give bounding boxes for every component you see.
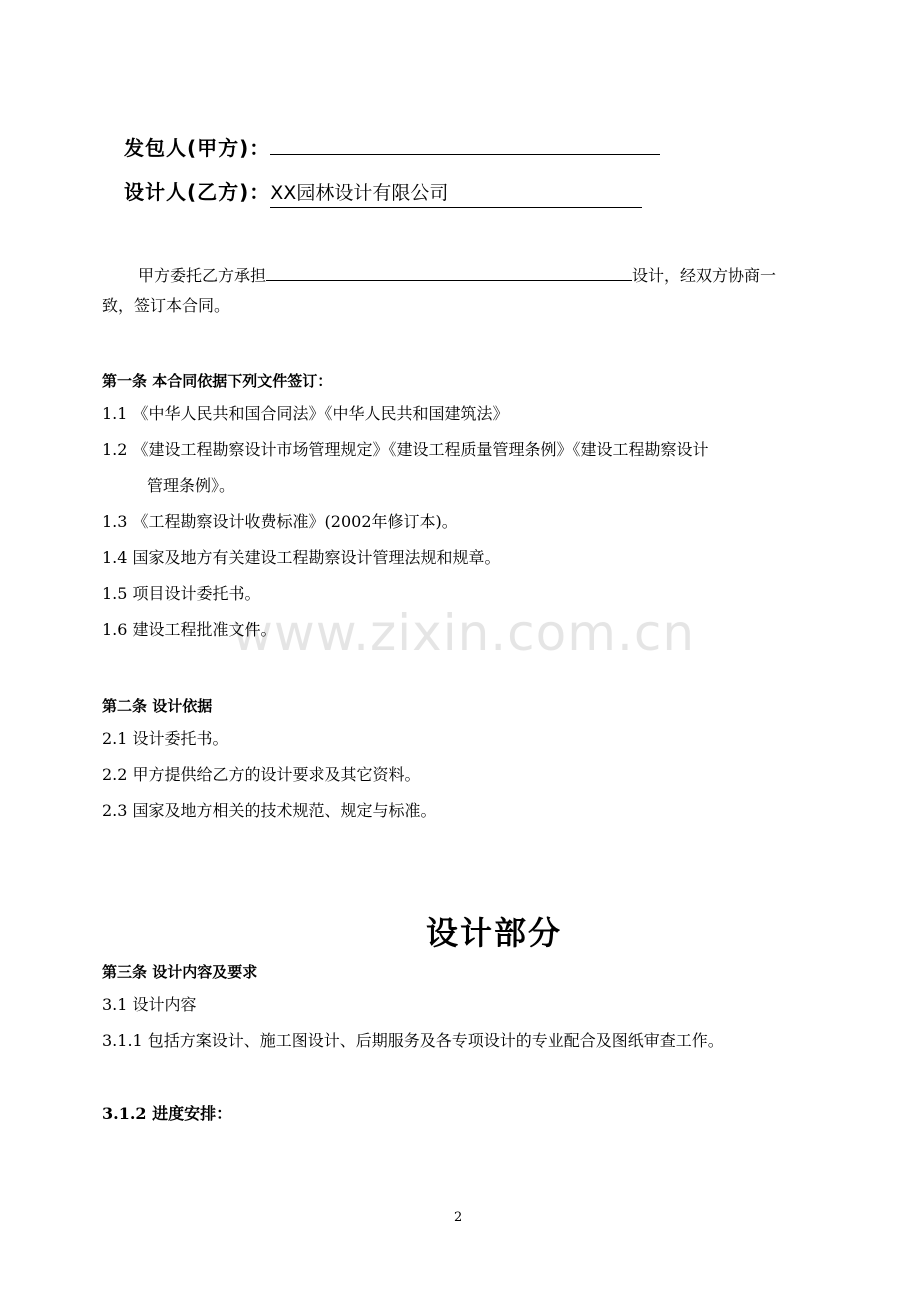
client-label: 发包人(甲方)： — [124, 136, 271, 160]
project-blank — [266, 262, 632, 281]
article2-heading: 第二条 设计依据 — [102, 697, 213, 715]
article1-item-1-6: 1.6 建设工程批准文件。 — [102, 620, 277, 639]
article1-item-1-4: 1.4 国家及地方有关建设工程勘察设计管理法规和规章。 — [102, 548, 501, 567]
design-section-title: 设计部分 — [426, 914, 563, 952]
designer-value: XX园林设计有限公司 — [270, 182, 449, 204]
article1-item-1-2-cont: 管理条例》。 — [147, 476, 236, 495]
schedule-heading: 3.1.2 进度安排： — [102, 1104, 233, 1123]
article1-item-1-3: 1.3 《工程勘察设计收费标准》(2002年修订本)。 — [102, 512, 458, 531]
article1-item-1-2: 1.2 《建设工程勘察设计市场管理规定》《建设工程质量管理条例》《建设工程勘察设计 — [102, 440, 709, 459]
designer-value-field — [270, 178, 642, 208]
article3-heading: 第三条 设计内容及要求 — [102, 963, 258, 981]
article1-item-1-5: 1.5 项目设计委托书。 — [102, 584, 261, 603]
article3-sub-3-1-1: 3.1.1 包括方案设计、施工图设计、后期服务及各专项设计的专业配合及图纸审查工作。 — [102, 1031, 724, 1050]
article2-item-2-2: 2.2 甲方提供给乙方的设计要求及其它资料。 — [102, 765, 421, 784]
designer-label: 设计人(乙方)： — [124, 180, 271, 204]
intro-text-after: 设计，经双方协商一 — [632, 266, 777, 285]
article2-item-2-1: 2.1 设计委托书。 — [102, 729, 229, 748]
article1-item-1-1: 1.1 《中华人民共和国合同法》《中华人民共和国建筑法》 — [102, 404, 509, 423]
client-line — [124, 130, 660, 161]
watermark: www.zixin.com.cn — [232, 604, 696, 662]
page-number: 2 — [454, 1210, 463, 1225]
article1-heading: 第一条 本合同依据下列文件签订： — [102, 372, 333, 390]
article3-sub-3-1: 3.1 设计内容 — [102, 995, 197, 1014]
article2-item-2-3: 2.3 国家及地方相关的技术规范、规定与标准。 — [102, 801, 437, 820]
client-value-field — [270, 130, 660, 155]
intro-text-before: 甲方委托乙方承担 — [138, 266, 267, 285]
article3-sub-3-1-2 — [102, 1106, 232, 1122]
intro-line-2: 致，签订本合同。 — [102, 296, 231, 315]
intro-line-1 — [138, 262, 776, 284]
designer-line — [124, 176, 642, 208]
